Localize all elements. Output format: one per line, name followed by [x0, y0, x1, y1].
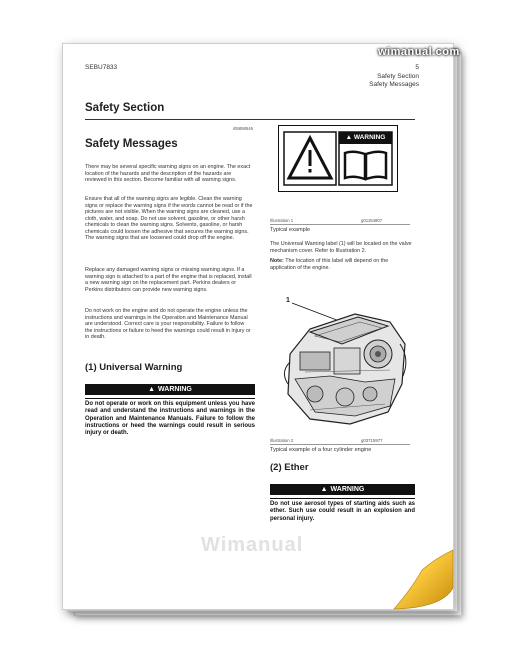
engine-illustration [270, 284, 413, 434]
para-1: There may be several specific warning signs on an engine. The exact location of the hazards and the description of the hazards are reviewed in this section. Become familiar with all warning signs. [85, 164, 251, 183]
illustration-1-note: The Universal Warning label (1) will be located on the valve mechanism cover. Refer to Illustration 2. [270, 241, 412, 254]
center-watermark: Wimanual [201, 534, 304, 556]
engine-drawing [270, 284, 413, 434]
universal-warning-text: Do not operate or work on this equipment unless you have read and understand the instructions and warnings in the Operation and Maintenance Manuals. Failure to follow the instructions or heed the warnings could result in serious injury or death. [85, 401, 255, 437]
ether-warning-bar [270, 484, 415, 495]
illustration-1-id: g01154807 [361, 218, 383, 223]
illustration-2-caption: Typical example of a four cylinder engine [270, 447, 372, 453]
illustration-2-id: g03715977 [361, 438, 383, 443]
page-curl [392, 548, 472, 628]
header-subsection: Safety Messages [369, 81, 419, 88]
para-2: Ensure that all of the warning signs are legible. Clean the warning signs or replace the warning signs if the words cannot be read or if the pictures are not visible. When the warning signs are cleaned, use a cloth, water, and soap. Do not use solvent, gasoline, or other harsh chemicals to clean the warning signs. Solvents, gasoline, or harsh chemicals could loosen the adhesive that secures the warning signs. The warning signs that are loosened could drop off the engine. [85, 196, 253, 241]
page-number: 5 [415, 64, 419, 71]
ether-warning-text: Do not use aerosol types of starting aids such as ether. Such use could result in an explosion and personal injury. [270, 501, 415, 522]
warning-underline [85, 398, 255, 399]
illustration-2-rule [270, 444, 410, 445]
ether-title: (2) Ether [270, 462, 309, 473]
warning-triangle-icon: ▲ [148, 386, 156, 393]
note-label: Note: [270, 258, 284, 264]
para-4: Do not work on the engine and do not operate the engine unless the instructions and warnings in the Operation and Maintenance Manual are understood. Correct care is your responsibility. Failure to follow the instructions or failure to heed the warnings could result in injury or in death. [85, 308, 251, 340]
header-section: Safety Section [377, 73, 419, 80]
para-3: Replace any damaged warning signs or missing warning signs. If a warning sign is attached to a part of the engine that is replaced, install a new warning sign on the replacement part. Perkins dealers or Perkins distributors can provide new warning signs. [85, 267, 252, 293]
universal-warning-label-illustration [278, 125, 398, 192]
label-warning-triangle-icon: ▲ [345, 134, 353, 141]
illustration-1-rule [270, 224, 410, 225]
top-watermark: wimanual.com [378, 46, 460, 58]
callout-number: 1 [286, 297, 290, 304]
illustration-1-caption: Typical example [270, 227, 311, 233]
messages-title: Safety Messages [85, 138, 178, 150]
illustration-2-label: Illustration 2 [270, 438, 294, 443]
ref-id: i05898546 [233, 126, 254, 131]
note-text: The location of this label will depend on the application of the engine. [270, 258, 389, 271]
ether-warning-triangle-icon: ▲ [320, 486, 328, 493]
ether-warning-underline [270, 498, 415, 499]
illustration-1-label: Illustration 1 [270, 218, 294, 223]
manual-page [62, 43, 454, 610]
title-rule [85, 119, 415, 120]
label-warning-text: ▲ WARNING [345, 134, 386, 141]
universal-warning-title: (1) Universal Warning [85, 362, 183, 373]
doc-id: SEBU7833 [85, 64, 118, 71]
section-title: Safety Section [85, 102, 165, 114]
ether-warning-label: WARNING [330, 486, 365, 493]
universal-warning-bar [85, 384, 255, 395]
warning-label: WARNING [158, 386, 192, 393]
location-note [270, 258, 413, 271]
